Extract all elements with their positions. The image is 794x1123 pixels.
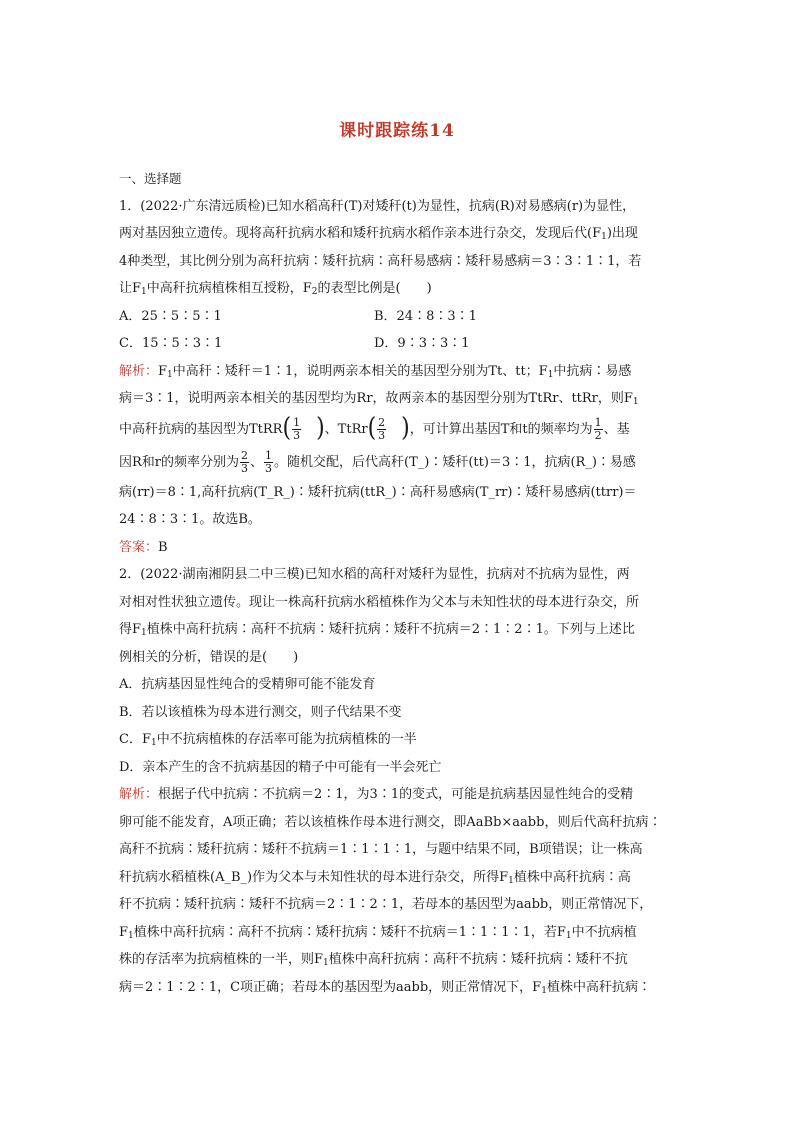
option-c[interactable]: C．15∶5∶3∶1 xyxy=(119,336,223,351)
analysis: 解析：$F_1$中高秆∶矮秆＝1∶1，说明两亲本相关的基因型分别为Tt、tt；$F_1$中抗病∶易感 病＝3∶1，说明两亲本相关的基因型均为Rr，故两亲本的基因型分别为TtRr、ttRr，则$F_1$ 中高秆抗病的基因型为TtRR( $\frac{1}{3}$ )、TtRr( $\frac{2}{3}$ )，可计算出基因T和t的频率均为 $\frac{1}{2}$ 、基 因R和r的频率分别为 $\frac{2}{3}$ 、 $\frac{1}{3}$ 。随机交配，后代高秆(T_)∶矮秆(tt)＝3∶1，抗病(R_)∶易感 病(rr)＝8∶1,高秆抗病(T_R_)∶矮秆抗病(ttR_)∶高秆易感病(T_rr)∶矮秆易感病(ttrr)＝ 24∶8∶3∶1。故选B。 xyxy=(119,363,639,527)
analysis-label: 解析： xyxy=(119,787,159,802)
answer xyxy=(119,534,685,562)
question-1 xyxy=(119,193,685,562)
answer-label: 答案： xyxy=(119,539,159,555)
question-text: 对相对性状独立遗传。现让一株高秆抗病水稻植株作为父本与未知性状的母本进行杂交，所 xyxy=(119,594,640,610)
question-2 xyxy=(119,561,685,1001)
fraction: $\frac{2}{3}$ xyxy=(241,448,249,475)
question-text: 例相关的分析，错误的是( ) xyxy=(119,649,299,665)
question-text: 2．(2022·湖南湘阴县二中三模)已知水稻的高秆对矮秆为显性，抗病对不抗病为显性，两 xyxy=(119,567,630,582)
question-text: 得$F_1$植株中高秆抗病∶高秆不抗病∶矮秆抗病∶矮秆不抗病＝2∶1∶2∶1。下列与上述比 xyxy=(119,622,635,638)
option-d[interactable]: D．9∶3∶3∶1 xyxy=(374,336,470,351)
option-a[interactable]: A．抗病基因显性纯合的受精卵可能不能发育 xyxy=(119,677,376,692)
analysis: 解析：根据子代中抗病∶不抗病＝2∶1，为3∶1的变式，可能是抗病基因显性纯合的受精 卵可能不能发育，A项正确；若以该植株作母本进行测交，即AaBb×aabb，则后代高秆抗病∶ 高秆不抗病∶矮秆抗病∶矮秆不抗病＝1∶1∶1∶1，与题中结果不同，B项错误；让一株高 秆抗病水稻植株(A_B_)作为父本与未知性状的母本进行杂交，所得$F_1$植株中高秆抗病∶高 秆不抗病∶矮秆抗病∶矮秆不抗病＝2∶1∶2∶1，若母本的基因型为aabb，则正常情况下， $F_1$植株中高秆抗病∶高秆不抗病∶矮秆抗病∶矮秆不抗病＝1∶1∶1∶1，若$F_1$中不抗病植 株的存活率为抗病植株的一半，则$F_1$植株中高秆抗病∶高秆不抗病∶矮秆抗病∶矮秆不抗 病＝2∶1∶2∶1，C项正确；若母本的基因型为aabb，则正常情况下，$F_1$植株中高秆抗病∶ xyxy=(119,787,662,996)
option-b[interactable]: B．若以该植株为母本进行测交，则子代结果不变 xyxy=(119,704,402,720)
fraction: $\frac{1}{3}$ xyxy=(265,448,273,475)
option-a[interactable]: A．25∶5∶5∶1 xyxy=(119,308,222,324)
answer-value: B xyxy=(158,539,168,555)
option-d[interactable]: D．亲本产生的含不抗病基因的精子中可能有一半会死亡 xyxy=(119,759,442,775)
page-title: 课时跟踪练14 xyxy=(339,121,455,141)
options-row xyxy=(119,330,685,358)
document-body xyxy=(119,165,685,1001)
fraction: $\frac{1}{3}$ xyxy=(293,415,301,442)
fraction: $\frac{1}{2}$ xyxy=(594,415,602,442)
option-c[interactable]: C．$F_1$中不抗病植株的存活率可能为抗病植株的一半 xyxy=(119,732,417,748)
options-row xyxy=(119,303,685,331)
question-text: 1．(2022·广东清远质检)已知水稻高秆(T)对矮秆(t)为显性，抗病(R)对易感病(r)为显性， xyxy=(119,198,636,214)
analysis-label: 解析： xyxy=(119,363,159,379)
question-text: 让$F_1$中高秆抗病植株相互授粉，$F_2$的表型比例是( ) xyxy=(119,281,432,297)
question-text: 4种类型，其比例分别为高秆抗病∶矮秆抗病∶高秆易感病∶矮秆易感病＝3∶3∶1∶1，若 xyxy=(119,253,642,269)
option-b[interactable]: B．24∶8∶3∶1 xyxy=(374,308,477,324)
question-text: 两对基因独立遗传。现将高秆抗病水稻和矮秆抗病水稻作亲本进行杂交，发现后代$(F_1)$出现 xyxy=(119,226,638,242)
fraction: $\frac{2}{3}$ xyxy=(378,415,386,442)
section-heading: 一、选择题 xyxy=(119,171,182,186)
